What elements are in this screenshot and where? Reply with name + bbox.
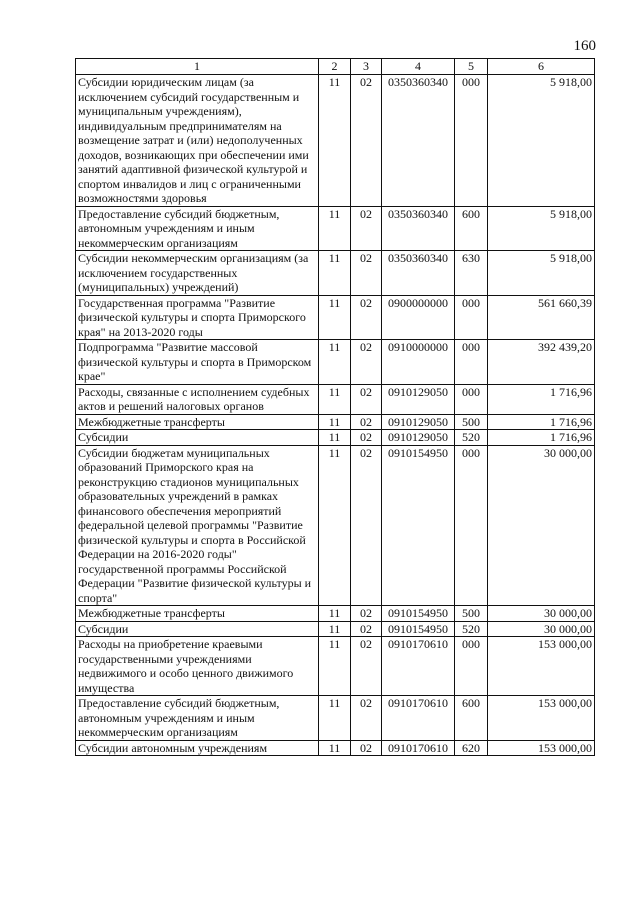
table-row: [76, 637, 595, 696]
row-section: 11: [319, 740, 351, 756]
budget-table: [75, 58, 595, 756]
row-target-code: 0910154950: [382, 445, 455, 606]
row-expense-type: 600: [455, 696, 488, 741]
row-section: 11: [319, 340, 351, 385]
row-amount: 561 660,39: [488, 295, 595, 340]
row-target-code: 0910129050: [382, 384, 455, 414]
row-amount: 30 000,00: [488, 445, 595, 606]
row-expense-type: 620: [455, 740, 488, 756]
table-row: [76, 295, 595, 340]
header-col-4: 4: [382, 59, 455, 75]
row-target-code: 0910000000: [382, 340, 455, 385]
row-amount: 30 000,00: [488, 621, 595, 637]
table-row: [76, 75, 595, 207]
table-row: [76, 606, 595, 622]
row-expense-type: 600: [455, 206, 488, 251]
row-subsection: 02: [351, 384, 382, 414]
row-name: Межбюджетные трансферты: [76, 606, 319, 622]
row-section: 11: [319, 251, 351, 296]
row-name: Расходы на приобретение краевыми государственными учреждениями недвижимого и особо ценного движимого имущества: [76, 637, 319, 696]
row-subsection: 02: [351, 445, 382, 606]
row-name: Субсидии: [76, 430, 319, 446]
row-amount: 153 000,00: [488, 637, 595, 696]
row-name: Подпрограмма "Развитие массовой физической культуры и спорта в Приморском крае": [76, 340, 319, 385]
row-target-code: 0910170610: [382, 740, 455, 756]
row-amount: 392 439,20: [488, 340, 595, 385]
row-amount: 153 000,00: [488, 696, 595, 741]
row-target-code: 0910129050: [382, 414, 455, 430]
row-subsection: 02: [351, 75, 382, 207]
row-subsection: 02: [351, 740, 382, 756]
row-amount: 1 716,96: [488, 384, 595, 414]
row-expense-type: 500: [455, 414, 488, 430]
row-section: 11: [319, 75, 351, 207]
row-name: Субсидии бюджетам муниципальных образований Приморского края на реконструкцию стадионов муниципальных образовательных учреждений в рамках финансового обеспечения мероприятий федеральной целевой программы "Развитие физической культуры и спорта в Российской Федерации на 2016-2020 годы" государственной программы Российской Федерации "Развитие физической культуры и спорта": [76, 445, 319, 606]
row-amount: 1 716,96: [488, 414, 595, 430]
row-expense-type: 520: [455, 430, 488, 446]
row-amount: 153 000,00: [488, 740, 595, 756]
row-name: Субсидии автономным учреждениям: [76, 740, 319, 756]
row-section: 11: [319, 430, 351, 446]
header-row: [76, 59, 595, 75]
row-subsection: 02: [351, 206, 382, 251]
row-expense-type: 630: [455, 251, 488, 296]
row-amount: 5 918,00: [488, 75, 595, 207]
row-section: 11: [319, 384, 351, 414]
table-row: [76, 430, 595, 446]
row-name: Субсидии юридическим лицам (за исключением субсидий государственным и муниципальным учреждениям), индивидуальным предпринимателям на возмещение затрат и (или) недополученных доходов, возникающих при обеспечении ими занятий адаптивной физической культурой и спортом инвалидов и лиц с ограниченными возможностями здоровья: [76, 75, 319, 207]
row-target-code: 0350360340: [382, 251, 455, 296]
row-name: Межбюджетные трансферты: [76, 414, 319, 430]
row-section: 11: [319, 606, 351, 622]
row-name: Государственная программа "Развитие физической культуры и спорта Приморского края" на 2013-2020 годы: [76, 295, 319, 340]
table-row: [76, 251, 595, 296]
row-target-code: 0900000000: [382, 295, 455, 340]
row-target-code: 0910154950: [382, 621, 455, 637]
row-expense-type: 000: [455, 75, 488, 207]
row-subsection: 02: [351, 606, 382, 622]
row-section: 11: [319, 637, 351, 696]
table-row: [76, 340, 595, 385]
row-amount: 5 918,00: [488, 251, 595, 296]
table-row: [76, 740, 595, 756]
row-name: Расходы, связанные с исполнением судебных актов и решений налоговых органов: [76, 384, 319, 414]
row-subsection: 02: [351, 414, 382, 430]
table-row: [76, 445, 595, 606]
row-expense-type: 000: [455, 340, 488, 385]
row-expense-type: 520: [455, 621, 488, 637]
row-target-code: 0910170610: [382, 696, 455, 741]
row-subsection: 02: [351, 430, 382, 446]
table-row: [76, 621, 595, 637]
row-section: 11: [319, 696, 351, 741]
row-expense-type: 000: [455, 637, 488, 696]
table-row: [76, 696, 595, 741]
row-expense-type: 500: [455, 606, 488, 622]
row-subsection: 02: [351, 637, 382, 696]
row-subsection: 02: [351, 340, 382, 385]
row-amount: 1 716,96: [488, 430, 595, 446]
table-row: [76, 384, 595, 414]
row-subsection: 02: [351, 621, 382, 637]
row-section: 11: [319, 295, 351, 340]
row-section: 11: [319, 445, 351, 606]
row-target-code: 0910154950: [382, 606, 455, 622]
page-number: 160: [573, 38, 596, 54]
header-col-6: 6: [488, 59, 595, 75]
row-subsection: 02: [351, 251, 382, 296]
table-row: [76, 206, 595, 251]
row-section: 11: [319, 621, 351, 637]
table-row: [76, 414, 595, 430]
header-col-5: 5: [455, 59, 488, 75]
row-expense-type: 000: [455, 295, 488, 340]
row-name: Субсидии: [76, 621, 319, 637]
row-amount: 5 918,00: [488, 206, 595, 251]
row-amount: 30 000,00: [488, 606, 595, 622]
row-expense-type: 000: [455, 384, 488, 414]
row-subsection: 02: [351, 696, 382, 741]
row-name: Предоставление субсидий бюджетным, автономным учреждениям и иным некоммерческим организациям: [76, 696, 319, 741]
row-target-code: 0350360340: [382, 206, 455, 251]
row-target-code: 0910129050: [382, 430, 455, 446]
row-name: Субсидии некоммерческим организациям (за исключением государственных (муниципальных) учреждений): [76, 251, 319, 296]
header-col-2: 2: [319, 59, 351, 75]
row-target-code: 0910170610: [382, 637, 455, 696]
row-subsection: 02: [351, 295, 382, 340]
row-target-code: 0350360340: [382, 75, 455, 207]
row-expense-type: 000: [455, 445, 488, 606]
header-col-3: 3: [351, 59, 382, 75]
row-section: 11: [319, 206, 351, 251]
row-name: Предоставление субсидий бюджетным, автономным учреждениям и иным некоммерческим организациям: [76, 206, 319, 251]
row-section: 11: [319, 414, 351, 430]
header-col-1: 1: [76, 59, 319, 75]
